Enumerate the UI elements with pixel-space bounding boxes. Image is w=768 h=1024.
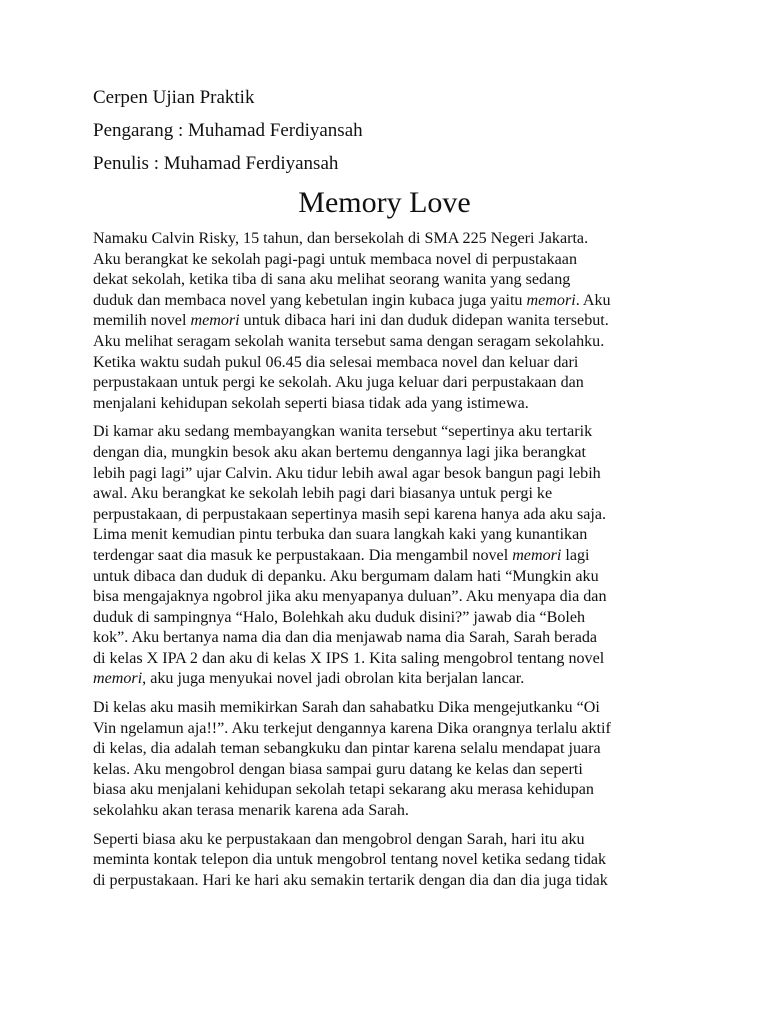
paragraph-line (93, 760, 676, 781)
story-body (93, 229, 676, 891)
text-run: menjalani kehidupan sekolah seperti biasa tidak ada yang istimewa. (93, 394, 529, 412)
text-run: perpustakaan untuk pergi ke sekolah. Aku juga keluar dari perpustakaan dan (93, 374, 584, 392)
paragraph-line (93, 353, 676, 374)
story-title: Memory Love (298, 186, 471, 219)
text-run: biasa aku menjalani kehidupan sekolah tetapi sekarang aku merasa kehidupan (93, 781, 594, 799)
paragraph-line (93, 229, 676, 250)
text-run: lebih pagi lagi” ujar Calvin. Aku tidur lebih awal agar besok bangun pagi lebih (93, 464, 601, 482)
paragraph-line (93, 311, 676, 332)
text-run: dekat sekolah, ketika tiba di sana aku melihat seorang wanita yang sedang (93, 271, 571, 289)
text-run: Di kelas aku masih memikirkan Sarah dan sahabatku Dika mengejutkanku “Oi (93, 699, 600, 717)
text-run: memilih novel (93, 312, 191, 330)
paragraph-line (93, 484, 676, 505)
writer-line: Penulis : Muhamad Ferdiyansah (93, 153, 339, 174)
text-run: Di kamar aku sedang membayangkan wanita tersebut “sepertinya aku tertarik (93, 423, 593, 441)
text-run: Aku berangkat ke sekolah pagi-pagi untuk membaca novel di perpustakaan (93, 250, 577, 268)
text-run: kelas. Aku mengobrol dengan biasa sampai guru datang ke kelas dan seperti (93, 760, 583, 778)
paragraph-line (93, 291, 676, 312)
text-run: kok”. Aku bertanya nama dia dan dia menjawab nama dia Sarah, Sarah berada (93, 629, 598, 647)
text-run: terdengar saat dia masuk ke perpustakaan. Dia mengambil novel (93, 546, 513, 564)
text-run: dengan dia, mungkin besok aku akan bertemu dengannya lagi jika berangkat (93, 443, 586, 461)
paragraph-line (93, 422, 676, 443)
text-run: meminta kontak telepon dia untuk mengobrol tentang novel ketika sedang tidak (93, 851, 607, 869)
paragraph-line (93, 780, 676, 801)
paragraph-line (93, 628, 676, 649)
text-run: Aku melihat seragam sekolah wanita tersebut sama dengan seragam sekolahku. (93, 332, 605, 350)
text-run: Ketika waktu sudah pukul 06.45 dia selesai membaca novel dan keluar dari (93, 353, 579, 371)
paragraph-line (93, 525, 676, 546)
paragraph-line (93, 830, 676, 851)
paragraph-line (93, 608, 676, 629)
paragraph-line (93, 373, 676, 394)
text-run: untuk dibaca dan duduk di depanku. Aku bergumam dalam hati “Mungkin aku (93, 567, 599, 585)
text-run: bisa mengajaknya ngobrol jika aku menyapanya duluan”. Aku menyapa dia dan (93, 588, 607, 606)
text-run: untuk dibaca hari ini dan duduk didepan wanita tersebut. (239, 312, 609, 330)
italic-term: memori (512, 546, 562, 564)
text-run: Namaku Calvin Risky, 15 tahun, dan bersekolah di SMA 225 Negeri Jakarta. (93, 230, 589, 247)
text-run: Seperti biasa aku ke perpustakaan dan mengobrol dengan Sarah, hari itu aku (93, 830, 585, 848)
author-line: Pengarang : Muhamad Ferdiyansah (93, 120, 363, 141)
paragraph-line (93, 250, 676, 271)
story-paragraph (93, 229, 676, 414)
paragraph-line (93, 871, 676, 892)
doc-type-label: Cerpen Ujian Praktik (93, 87, 255, 108)
paragraph-line (93, 719, 676, 740)
text-run: Vin ngelamun aja!!”. Aku terkejut dengannya karena Dika orangnya terlalu aktif (93, 719, 611, 737)
paragraph-line (93, 698, 676, 719)
paragraph-line (93, 649, 676, 670)
paragraph-line (93, 505, 676, 526)
text-run: . Aku (575, 291, 611, 309)
text-run: lagi (561, 546, 590, 564)
text-run: Lima menit kemudian pintu terbuka dan suara langkah kaki yang kunantikan (93, 526, 588, 544)
paragraph-line (93, 739, 676, 760)
paragraph-line (93, 801, 676, 822)
paragraph-line (93, 394, 676, 415)
text-run: sekolahku akan terasa menarik karena ada Sarah. (93, 802, 409, 820)
text-run: di perpustakaan. Hari ke hari aku semakin tertarik dengan dia dan dia juga tidak (93, 871, 608, 889)
story-paragraph (93, 830, 676, 892)
paragraph-line (93, 270, 676, 291)
italic-term: memori (190, 312, 240, 330)
paragraph-line (93, 464, 676, 485)
text-run: di kelas, dia adalah teman sebangkuku dan pintar karena selalu mendapat juara (93, 740, 601, 758)
paragraph-line (93, 443, 676, 464)
paragraph-line (93, 587, 676, 608)
paragraph-line (93, 850, 676, 871)
document-page (93, 86, 676, 899)
story-paragraph (93, 422, 676, 690)
text-run: duduk dan membaca novel yang kebetulan ingin kubaca juga yaitu (93, 291, 527, 309)
italic-term: memori (93, 670, 143, 688)
story-paragraph (93, 698, 676, 822)
text-run: , aku juga menyukai novel jadi obrolan kita berjalan lancar. (142, 670, 525, 688)
text-run: awal. Aku berangkat ke sekolah lebih pagi dari biasanya untuk pergi ke (93, 485, 553, 503)
text-run: duduk di sampingnya “Halo, Bolehkah aku duduk disini?” jawab dia “Boleh (93, 608, 586, 626)
paragraph-line (93, 669, 676, 690)
italic-term: memori (526, 291, 576, 309)
paragraph-line (93, 332, 676, 353)
text-run: di kelas X IPA 2 dan aku di kelas X IPS 1. Kita saling mengobrol tentang novel (93, 649, 605, 667)
text-run: perpustakaan, di perpustakaan sepertinya masih sepi karena hanya ada aku saja. (93, 505, 607, 523)
paragraph-line (93, 567, 676, 588)
paragraph-line (93, 546, 676, 567)
